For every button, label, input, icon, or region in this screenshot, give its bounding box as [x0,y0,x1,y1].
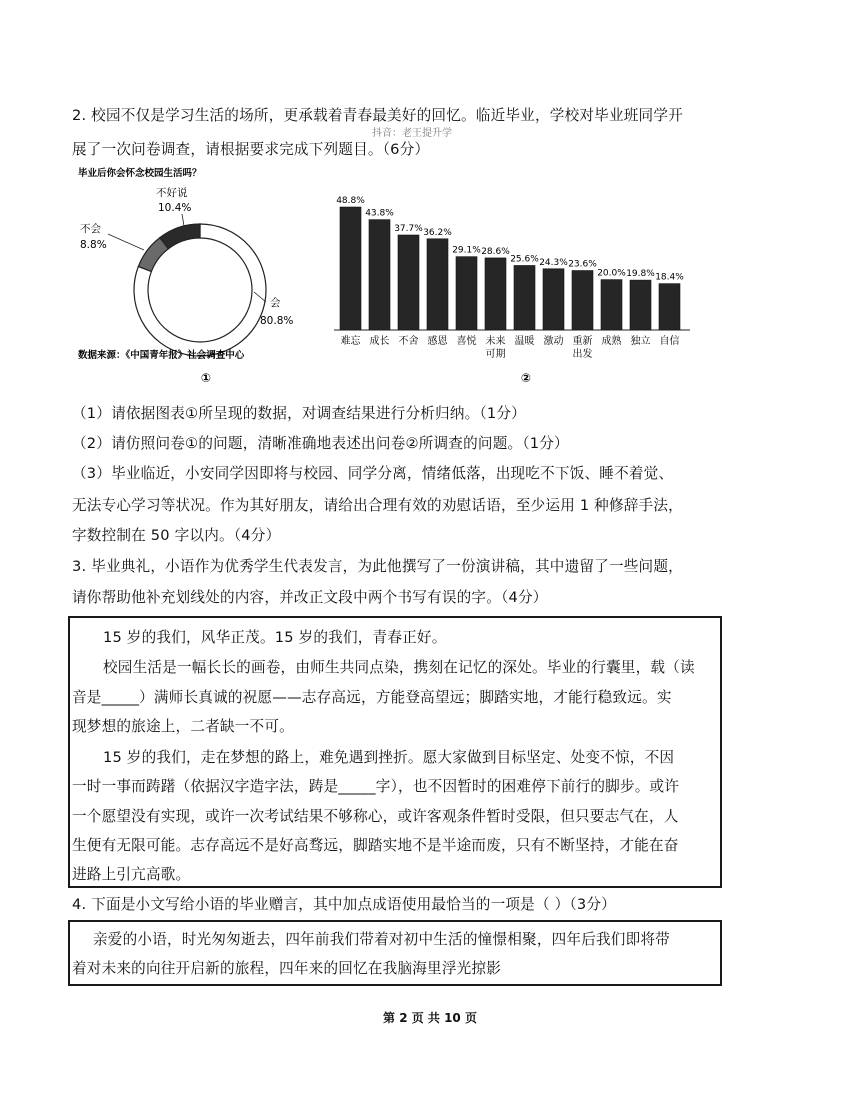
bar-2 [369,220,390,330]
q2-sub-3-line-1: （3）毕业临近，小安同学因即将与校园、同学分离，情绪低落，出现吃不下饭、睡不着觉、 [72,465,674,482]
q3-line-2: 请你帮助他补充划线处的内容，并改正文段中两个书写有误的字。（4分） [72,589,548,606]
donut-chart-title: 毕业后你会怀念校园生活吗？ [78,168,202,179]
donut-chart-number: ① [200,371,212,385]
q2-sub-1: （1）请依据图表①所呈现的数据，对调查结果进行分析归纳。（1分） [72,405,526,422]
bar-category-label-6-2: 可期 [485,349,506,360]
farewell-line-2: 着对未来的向往开启新的旅程，四年来的回忆在我脑海里浮光掠影 [72,960,502,977]
speech-line-2: 校园生活是一幅长长的画卷，由师生共同点染，携刻在记忆的深处。毕业的行囊里，载（读 [103,659,695,676]
speech-line-7: 一个愿望没有实现，或许一次考试结果不够称心，或许客观条件暂时受限，但只要志气在，人 [72,808,679,825]
speech-line-5: 15 岁的我们，走在梦想的路上，难免遇到挫折。愿大家做到目标坚定、处变不惊，不因 [103,749,675,766]
bar-9 [572,271,593,330]
bar-value-label-1: 48.8% [336,196,365,207]
q2-sub-2: （2）请仿照问卷①的问题，清晰准确地表述出问卷②所调查的问题。（1分） [72,435,569,452]
bar-value-label-2: 43.8% [365,208,394,219]
bar-8 [543,269,564,330]
donut-label-no-name: 不会 [80,223,101,235]
bar-category-label-9-1: 重新 [572,336,593,347]
donut-label-yes-name: 会 [270,297,281,309]
speech-line-9: 进路上引亢高歌。 [72,866,191,883]
q2-line-2: 展了一次问卷调查，请根据要求完成下列题目。（6分） [72,141,430,158]
bar-7 [514,265,535,330]
farewell-line-1: 亲爱的小语，时光匆匆逝去，四年前我们带着对初中生活的憧憬相聚，四年后我们即将带 [93,931,670,948]
q2-sub-3-line-2: 无法专心学习等状况。作为其好朋友，请给出合理有效的劝慰话语，至少运用 1 种修辞手法， [72,497,683,514]
speech-line-4: 现梦想的旅途上，二者缺一不可。 [72,718,294,735]
bar-6 [485,258,506,330]
speech-line-6: 一时一事而踌躇（依据汉字造字法，踌是_____字），也不因暂时的困难停下前行的脚步。或许 [72,778,680,795]
bar-value-label-4: 36.2% [423,227,452,238]
q3-line-1: 3. 毕业典礼，小语作为优秀学生代表发言，为此他撰写了一份演讲稿，其中遗留了一些问题， [72,558,683,575]
bar-category-label-8-1: 激动 [543,336,564,347]
bar-category-label-12-1: 自信 [659,336,680,347]
donut-leader-unsure [182,214,184,226]
bar-category-label-10-1: 成熟 [601,336,622,347]
q2-sub-3-line-3: 字数控制在 50 字以内。（4分） [72,527,281,544]
bar-5 [456,257,477,330]
bar-category-label-3-1: 不舍 [398,336,419,347]
bar-1 [340,207,361,330]
bar-category-label-6-1: 未来 [485,336,506,347]
donut-label-unsure-value: 10.4% [158,202,192,214]
donut-chart-source: 数据来源：《中国青年报》社会调查中心 [78,350,245,361]
q4-line-1: 4. 下面是小文写给小语的毕业赠言，其中加点成语使用最恰当的一项是（ ）（3分） [72,896,616,913]
bar-category-label-4-1: 感恩 [427,336,448,347]
donut-label-no-value: 8.8% [80,239,107,251]
bar-value-label-7: 25.6% [510,254,539,265]
bar-value-label-3: 37.7% [394,223,423,234]
donut-chart [78,164,308,386]
speech-draft-box [68,616,722,888]
bar-3 [398,235,419,330]
bar-4 [427,239,448,330]
bar-chart [330,164,700,386]
bar-category-label-9-2: 出发 [572,349,593,360]
bar-value-label-5: 29.1% [452,245,481,256]
speech-line-3: 音是_____）满师长真诚的祝愿——志存高远，方能登高望远；脚踏实地，才能行稳致远。实 [72,689,672,706]
bar-value-label-12: 18.4% [655,272,684,283]
bar-category-label-7-1: 温暖 [514,336,535,347]
watermark: 抖音：老王提升学 [372,128,452,139]
bar-value-label-8: 24.3% [539,257,568,268]
donut-label-unsure-name: 不好说 [156,187,188,199]
bar-category-label-11-1: 独立 [630,336,651,347]
bar-category-label-5-1: 喜悦 [456,336,477,347]
bar-10 [601,280,622,330]
bar-chart-number: ② [520,371,532,385]
bar-category-label-1-1: 难忘 [340,336,361,347]
bar-value-label-10: 20.0% [597,268,626,279]
speech-line-1: 15 岁的我们，风华正茂。15 岁的我们，青春正好。 [103,629,447,646]
farewell-message-box [68,920,722,986]
bar-value-label-9: 23.6% [568,259,597,270]
speech-line-8: 生便有无限可能。志存高远不是好高骛远，脚踏实地不是半途而废，只有不断坚持，才能在奋 [72,837,679,854]
bar-category-label-2-1: 成长 [369,336,390,347]
donut-leader-no [108,234,144,250]
bar-chart-svg [330,164,700,386]
donut-chart-svg [78,164,308,386]
bar-12 [659,284,680,330]
q2-line-1: 2. 校园不仅是学习生活的场所，更承载着青春最美好的回忆。临近毕业，学校对毕业班同学开 [72,107,683,124]
donut-slice-3 [160,224,200,249]
bar-value-label-11: 19.8% [626,269,655,280]
donut-label-yes-value: 80.8% [260,315,294,327]
page-number: 第 2 页 共 10 页 [383,1011,477,1025]
bar-value-label-6: 28.6% [481,246,510,257]
bar-11 [630,280,651,330]
